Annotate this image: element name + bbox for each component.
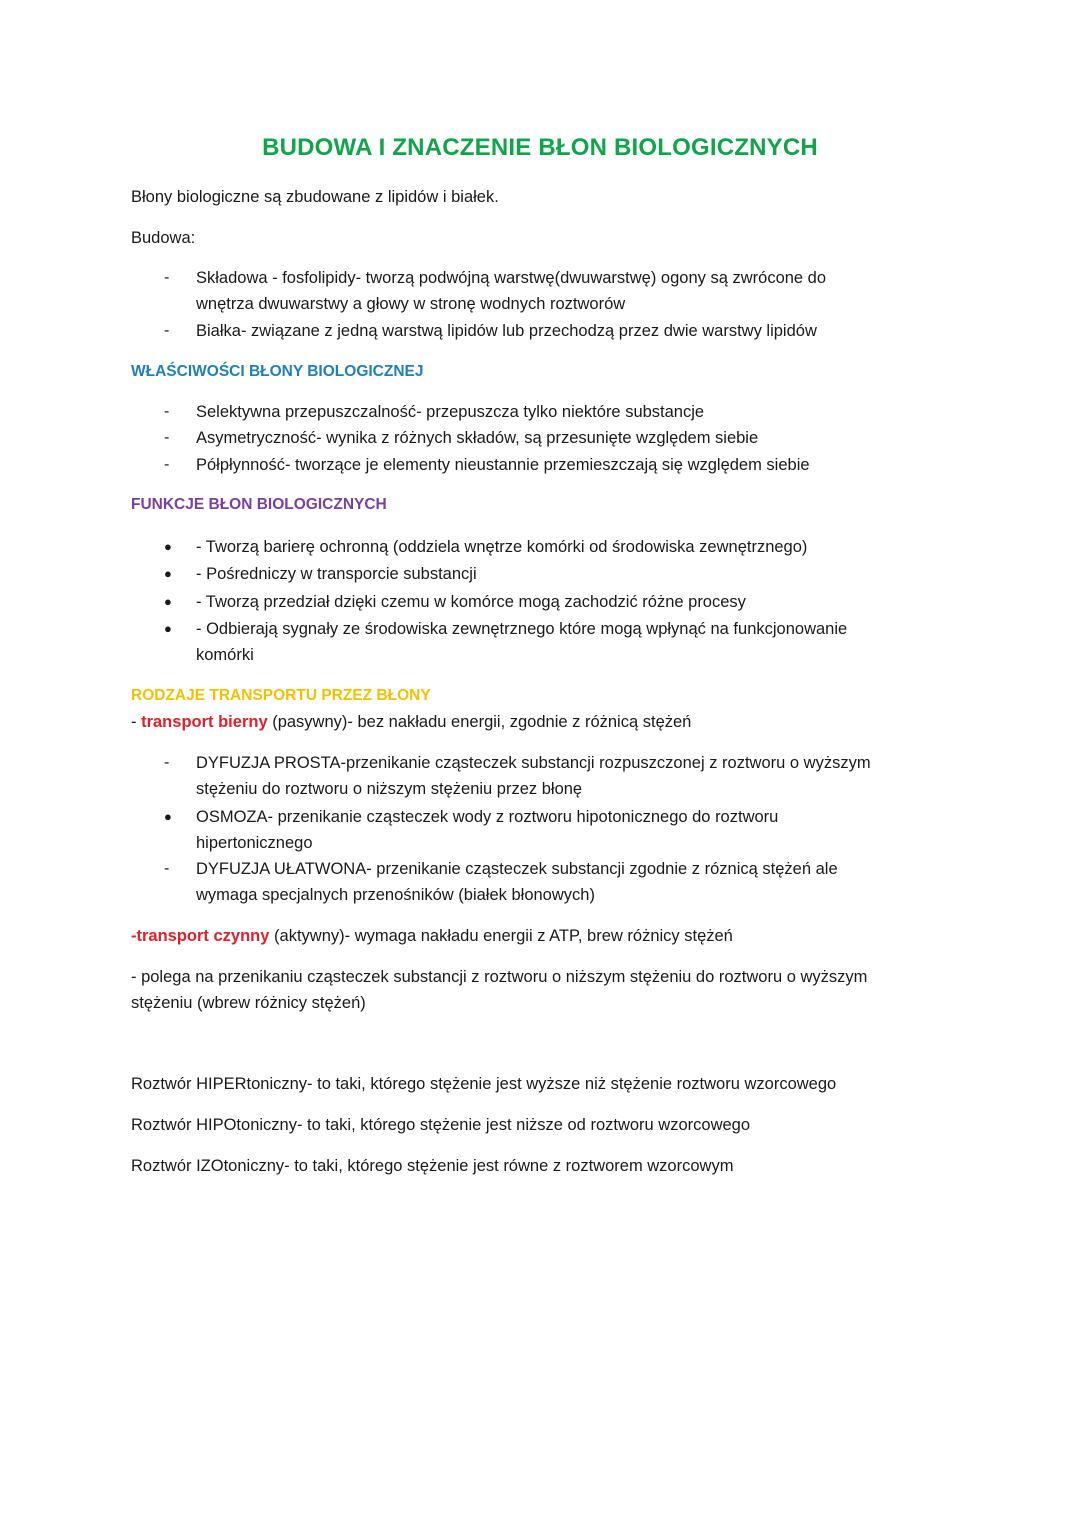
dyfuzja-ulatwiona-line1: DYFUZJA UŁATWONA- przenikanie cząsteczek substancji zgodnie z róznicą stężeń ale <box>196 860 838 878</box>
funkcje-item: - Tworzą przedział dzięki czemu w komórce mogą zachodzić różne procesy <box>196 593 746 611</box>
bierny-prefix: - <box>131 713 142 731</box>
dash-marker: - <box>164 456 170 473</box>
bullet-marker: ● <box>164 621 172 636</box>
wlasciwosci-item: Asymetryczność- wynika z różnych składów, są przesunięte względem siebie <box>196 429 759 447</box>
funkcje-item: - Pośredniczy w transporcie substancji <box>196 565 477 583</box>
transport-bierny-desc: (pasywny)- bez nakładu energii, zgodnie z różnicą stężeń <box>267 713 692 731</box>
dyfuzja-ulatwiona-line2: wymaga specjalnych przenośników (białek błonowych) <box>196 886 595 904</box>
budowa-item-1-line1: Składowa - fosfolipidy- tworzą podwójną warstwę(dwuwarstwę) ogony są zwrócone do <box>196 269 827 287</box>
bullet-marker: ● <box>164 809 172 824</box>
transport-bierny-line <box>131 711 691 733</box>
bullet-marker: ● <box>164 566 172 581</box>
transport-czynny-desc: (aktywny)- wymaga nakładu energii z ATP, brew różnicy stężeń <box>269 927 733 945</box>
dash-marker: - <box>164 403 170 420</box>
roztwor-hipotoniczny: Roztwór HIPOtoniczny- to taki, którego stężenie jest niższe od roztworu wzorcowego <box>131 1116 751 1134</box>
czynny-description-line1: - polega na przenikaniu cząsteczek substancji z roztworu o niższym stężeniu do roztworu o wyższym <box>131 968 868 986</box>
czynny-description-line2: stężeniu (wbrew różnicy stężeń) <box>131 994 366 1012</box>
dash-marker: - <box>164 860 170 877</box>
bullet-marker: ● <box>164 539 172 554</box>
funkcje-item: - Odbierają sygnały ze środowiska zewnętrznego które mogą wpłynąć na funkcjonowanie <box>196 620 848 638</box>
funkcje-item-continuation: komórki <box>196 646 254 664</box>
transport-czynny-line <box>131 925 733 947</box>
page-title: BUDOWA I ZNACZENIE BŁON BIOLOGICZNYCH <box>262 134 818 161</box>
rodzaje-heading: RODZAJE TRANSPORTU PRZEZ BŁONY <box>131 687 431 704</box>
intro-text: Błony biologiczne są zbudowane z lipidów i białek. <box>131 188 499 206</box>
roztwor-izotoniczny: Roztwór IZOtoniczny- to taki, którego stężenie jest równe z roztworem wzorcowym <box>131 1157 734 1175</box>
transport-bierny-term: transport bierny <box>141 713 268 731</box>
dash-marker: - <box>164 269 170 286</box>
dyfuzja-prosta-line1: DYFUZJA PROSTA-przenikanie cząsteczek substancji rozpuszczonej z roztworu o wyższym <box>196 754 871 772</box>
funkcje-heading: FUNKCJE BŁON BIOLOGICZNYCH <box>131 496 387 513</box>
transport-czynny-term: -transport czynny <box>131 927 270 945</box>
dash-marker: - <box>164 429 170 446</box>
roztwor-hipertoniczny: Roztwór HIPERtoniczny- to taki, którego stężenie jest wyższe niż stężenie roztworu wzorcowego <box>131 1075 837 1093</box>
dash-marker: - <box>164 322 170 339</box>
osmoza-line1: OSMOZA- przenikanie cząsteczek wody z roztworu hipotonicznego do roztworu <box>196 808 779 826</box>
wlasciwosci-item: Półpłynność- tworzące je elementy nieustannie przemieszczają się względem siebie <box>196 456 810 474</box>
osmoza-line2: hipertonicznego <box>196 834 313 852</box>
budowa-label: Budowa: <box>131 229 196 247</box>
budowa-item-1-line2: wnętrza dwuwarstwy a głowy w stronę wodnych roztworów <box>196 295 626 313</box>
budowa-item-2: Białka- związane z jedną warstwą lipidów lub przechodzą przez dwie warstwy lipidów <box>196 322 817 340</box>
dash-marker: - <box>164 754 170 771</box>
wlasciwosci-item: Selektywna przepuszczalność- przepuszcza tylko niektóre substancje <box>196 403 705 421</box>
dyfuzja-prosta-line2: stężeniu do roztworu o niższym stężeniu przez błonę <box>196 780 583 798</box>
funkcje-item: - Tworzą barierę ochronną (oddziela wnętrze komórki od środowiska zewnętrznego) <box>196 538 808 556</box>
bullet-marker: ● <box>164 594 172 609</box>
wlasciwosci-heading: WŁAŚCIWOŚCI BŁONY BIOLOGICZNEJ <box>131 363 424 380</box>
